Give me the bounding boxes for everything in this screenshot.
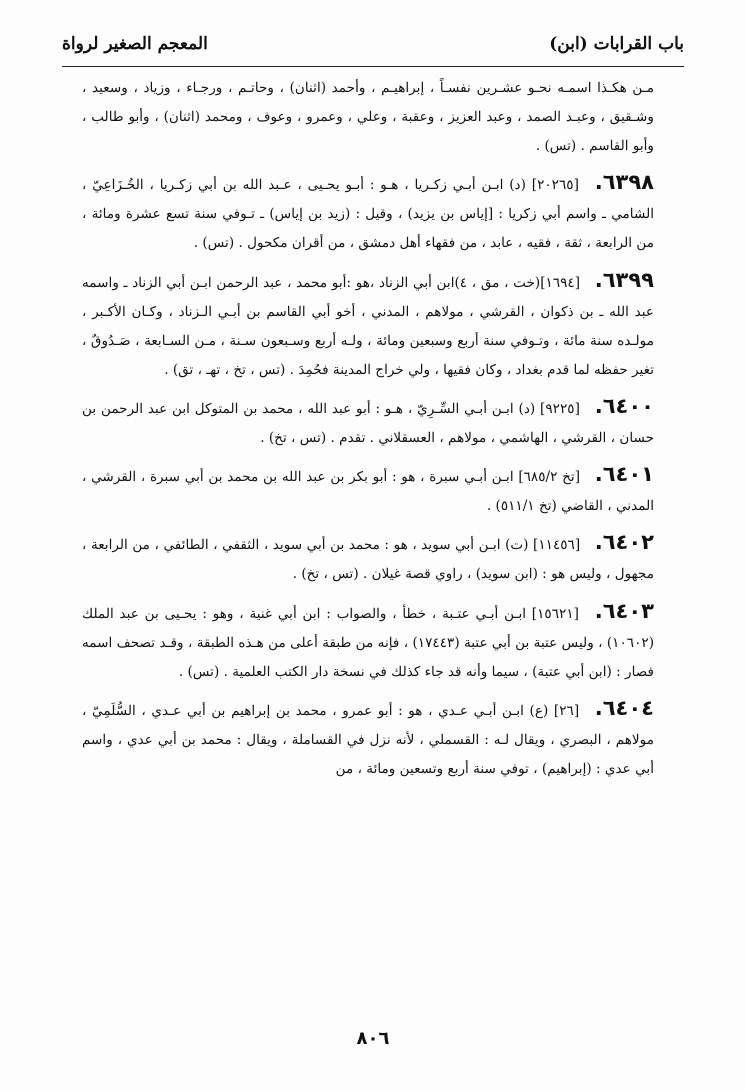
page-number: ٨٠٦ [356, 1028, 390, 1049]
entry-number: ٦٣٩٩. [594, 267, 654, 292]
entry-text: [١٦٩٤](خت ، مق ، ٤)ابن أبي الزناد ،هو :أبو محمد ، عبد الرحمن ابـن أبي الزناد ـ واسمه عبد الله ـ بن ذكوان ، القرشي ، مولاهم ، المدني ، أخو أبي القاسم بن أبـي الـزناد ، وكـان الأكـبر ، مولـده سنة مائة ، وتـوفي سنة أربع وسبعين ومائة ، ولـه أربع وسـبعون سـنة ، مـن السـابعة ، صَـدُوقٌ ، تغير حفظه لما قدم بغداد ، وكان فقيها ، ولي خراج المدينة فحُمِدَ . (تس ، تخ ، تهـ ، تق) . [82, 274, 654, 378]
entry-text: [٢٦] (ع) ابـن أبـي عـدي ، هو : أبو عمرو ، محمد بن إبراهيم بن أبي عـدي ، السُّلَمِيّ ، مولاهم ، البصري ، ويقال لـه : القسملي ، لأنه نزل في القساملة ، ويقال : محمد بن أبي عدي ، واسم أبي عدي : (إبراهيم) ، توفي سنة أربع وتسعين ومائة ، من [82, 702, 654, 777]
entry-6400 [82, 392, 654, 453]
entry-number: ٦٤٠٣. [594, 598, 654, 623]
entry-6399 [82, 266, 654, 385]
entry-text: [٢٠٢٦٥] (د) ابـن أبـي زكـريا ، هـو : أبـو يحـيى ، عـبد الله بن أبي زكـريا ، الخُـزَاعِيّ ، الشامي ـ واسم أبي زكريا : [إياس بن يزيد) ، وقيل : (زيد بن إياس) ـ تـوفي سنة تسع عشرة ومائة ، من الرابعة ، ثقة ، فقيه ، عابد ، من فقهاء أهل دمشق ، من أقران مكحول . (تس) . [82, 177, 654, 252]
entry-number: ٦٤٠٤. [594, 695, 655, 720]
entry-6398 [82, 168, 654, 258]
entry-number: ٦٤٠١. [594, 462, 654, 487]
entry-text: [١٥٦٢١] ابـن أبـي عتـبة ، خطأ ، والصواب : ابن أبي غنية ، وهو : يحـيى بن عبد الملك (١٠٦٠٢) ، وليس عتبة بن أبي عتبة (١٧٤٤٣) ، فإنه من طبقة أعلى من هـذه الطبقة ، وقـد تصحف اسمه فصار : (ابن أبي عتبة) ، سيما وأنه قد جاء كذلك في نسخة دار الكتب العلمية . (تس) . [82, 605, 654, 680]
running-header [62, 26, 684, 67]
entry-6402 [82, 528, 654, 589]
entry-text: [تخ ٦٨٥/٢] ابـن أبـي سبرة ، هو : أبو بكر بن عبد الله بن محمد بن أبي سبرة ، القرشي ، المدني ، القاضي (تخ ٥١١/١) . [82, 469, 654, 515]
entry-number: ٦٤٠٠. [594, 393, 654, 418]
entry-6404 [82, 694, 654, 784]
chapter-title: باب القرابات (ابن) [549, 34, 684, 54]
entry-6401 [82, 460, 654, 521]
entry-number: ٦٣٩٨. [594, 170, 654, 195]
entry-number: ٦٤٠٢. [594, 530, 654, 555]
entry-6403 [82, 597, 654, 687]
entry-text: [١١٤٥٦] (ت) ابـن أبي سويد ، هو : محمد بن أبي سويد ، الثقفي ، الطائفي ، من الرابعة ، مجهول ، وليس هو : (ابن سويد) ، راوي قصة غيلان . (تس ، تخ) . [82, 537, 654, 583]
intro-paragraph: مـن هكـذا اسمـه نحـو عشـرين نفسـاً ، إبراهيـم ، وأحمد (اثنان) ، وحاتـم ، ورجـاء ، وزياد ، وسعيد ، وشـقيق ، وعبـد الصمد ، وعبد العزيز ، وعقبة ، وعلي ، وعمرو ، وعوف ، ومحمد (اثنان) ، وأبو طالب ، وأبو القاسم . (تس) . [82, 80, 654, 155]
entry-text: [٩٢٢٥] (د) ابـن أبـي السِّـرِيّ ، هـو : أبو عبد الله ، محمد بن المتوكل ابن عبد الرحمن بن حسان ، القرشي ، الهاشمي ، مولاهم ، العسقلاني . تقدم . (تس ، تخ) . [82, 400, 654, 447]
text-body [82, 74, 654, 791]
book-title: المعجم الصغير لرواة [62, 34, 208, 54]
